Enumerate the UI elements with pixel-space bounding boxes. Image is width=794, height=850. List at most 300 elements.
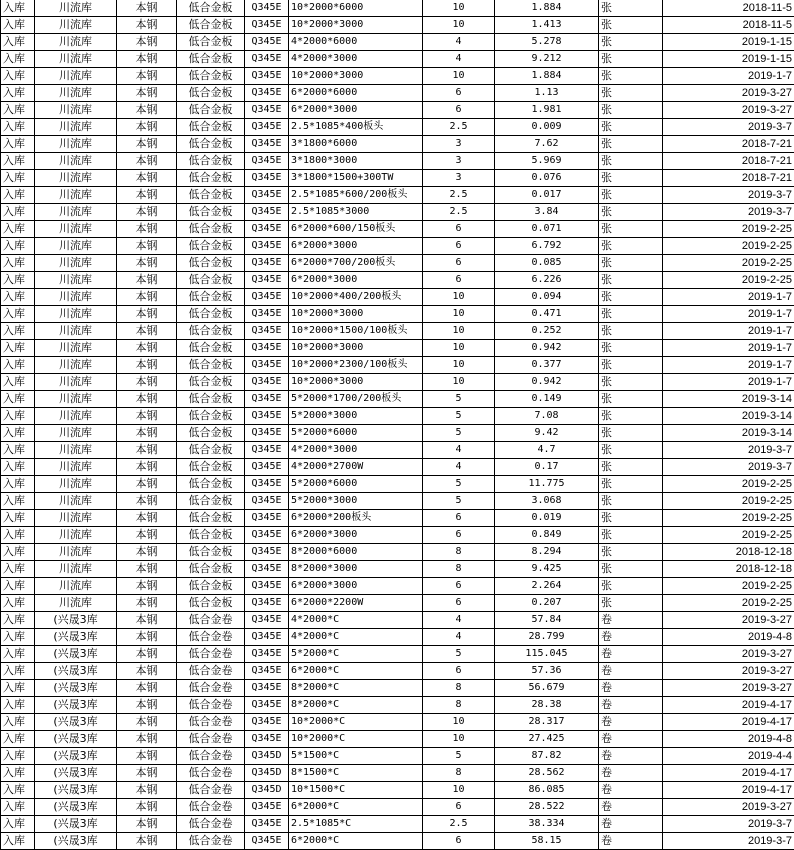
cell-thickness[interactable]: 6 [423,221,495,238]
cell-thickness[interactable]: 2.5 [423,119,495,136]
cell-factory[interactable]: 本钢 [117,476,177,493]
cell-type[interactable]: 入库 [1,357,35,374]
cell-spec[interactable]: 3*1800*3000 [289,153,423,170]
cell-warehouse[interactable]: 川流库 [35,391,117,408]
cell-grade[interactable]: Q345E [245,289,289,306]
cell-weight[interactable]: 28.799 [495,629,599,646]
cell-type[interactable]: 入库 [1,289,35,306]
cell-warehouse[interactable]: (兴晟3库 [35,663,117,680]
cell-date[interactable]: 2019-3-27 [663,612,794,629]
cell-warehouse[interactable]: 川流库 [35,357,117,374]
cell-spec[interactable]: 10*2000*6000 [289,0,423,17]
cell-grade[interactable]: Q345E [245,442,289,459]
cell-type[interactable]: 入库 [1,238,35,255]
cell-grade[interactable]: Q345E [245,272,289,289]
cell-thickness[interactable]: 5 [423,425,495,442]
cell-type[interactable]: 入库 [1,833,35,850]
cell-grade[interactable]: Q345E [245,544,289,561]
cell-weight[interactable]: 3.84 [495,204,599,221]
cell-product-name[interactable]: 低合金板 [177,306,245,323]
cell-grade[interactable]: Q345E [245,663,289,680]
cell-warehouse[interactable]: 川流库 [35,374,117,391]
cell-warehouse[interactable]: 川流库 [35,0,117,17]
cell-weight[interactable]: 0.377 [495,357,599,374]
cell-factory[interactable]: 本钢 [117,17,177,34]
cell-date[interactable]: 2019-3-27 [663,85,794,102]
cell-unit[interactable]: 卷 [599,799,663,816]
cell-grade[interactable]: Q345E [245,170,289,187]
cell-factory[interactable]: 本钢 [117,374,177,391]
cell-unit[interactable]: 张 [599,442,663,459]
cell-thickness[interactable]: 10 [423,0,495,17]
cell-date[interactable]: 2019-3-27 [663,646,794,663]
cell-warehouse[interactable]: 川流库 [35,102,117,119]
cell-product-name[interactable]: 低合金板 [177,68,245,85]
cell-type[interactable]: 入库 [1,799,35,816]
cell-grade[interactable]: Q345E [245,17,289,34]
cell-spec[interactable]: 10*2000*3000 [289,68,423,85]
cell-unit[interactable]: 张 [599,272,663,289]
cell-type[interactable]: 入库 [1,612,35,629]
cell-type[interactable]: 入库 [1,646,35,663]
cell-grade[interactable]: Q345E [245,102,289,119]
cell-spec[interactable]: 4*2000*C [289,629,423,646]
cell-type[interactable]: 入库 [1,748,35,765]
cell-weight[interactable]: 0.252 [495,323,599,340]
cell-type[interactable]: 入库 [1,221,35,238]
cell-weight[interactable]: 4.7 [495,442,599,459]
cell-warehouse[interactable]: 川流库 [35,527,117,544]
cell-factory[interactable]: 本钢 [117,612,177,629]
cell-grade[interactable]: Q345E [245,799,289,816]
cell-factory[interactable]: 本钢 [117,323,177,340]
cell-thickness[interactable]: 2.5 [423,204,495,221]
cell-date[interactable]: 2019-2-25 [663,527,794,544]
cell-spec[interactable]: 6*2000*C [289,663,423,680]
cell-product-name[interactable]: 低合金卷 [177,697,245,714]
cell-grade[interactable]: Q345E [245,238,289,255]
cell-weight[interactable]: 1.413 [495,17,599,34]
cell-grade[interactable]: Q345E [245,51,289,68]
cell-product-name[interactable]: 低合金板 [177,527,245,544]
cell-unit[interactable]: 张 [599,255,663,272]
cell-warehouse[interactable]: 川流库 [35,17,117,34]
cell-factory[interactable]: 本钢 [117,493,177,510]
cell-date[interactable]: 2019-2-25 [663,510,794,527]
cell-weight[interactable]: 1.884 [495,0,599,17]
cell-weight[interactable]: 28.317 [495,714,599,731]
cell-product-name[interactable]: 低合金板 [177,357,245,374]
cell-thickness[interactable]: 5 [423,391,495,408]
cell-date[interactable]: 2019-3-7 [663,442,794,459]
cell-date[interactable]: 2019-2-25 [663,221,794,238]
cell-factory[interactable]: 本钢 [117,799,177,816]
cell-warehouse[interactable]: 川流库 [35,153,117,170]
cell-spec[interactable]: 10*2000*C [289,714,423,731]
cell-thickness[interactable]: 5 [423,646,495,663]
cell-factory[interactable]: 本钢 [117,238,177,255]
cell-product-name[interactable]: 低合金板 [177,595,245,612]
cell-type[interactable]: 入库 [1,442,35,459]
cell-grade[interactable]: Q345E [245,34,289,51]
cell-unit[interactable]: 张 [599,510,663,527]
cell-factory[interactable]: 本钢 [117,221,177,238]
cell-type[interactable]: 入库 [1,136,35,153]
cell-product-name[interactable]: 低合金卷 [177,799,245,816]
cell-spec[interactable]: 4*2000*3000 [289,51,423,68]
cell-factory[interactable]: 本钢 [117,697,177,714]
cell-product-name[interactable]: 低合金板 [177,51,245,68]
cell-grade[interactable]: Q345E [245,391,289,408]
cell-grade[interactable]: Q345E [245,306,289,323]
cell-type[interactable]: 入库 [1,153,35,170]
cell-type[interactable]: 入库 [1,34,35,51]
cell-date[interactable]: 2018-11-5 [663,0,794,17]
cell-date[interactable]: 2019-3-7 [663,187,794,204]
cell-weight[interactable]: 7.62 [495,136,599,153]
cell-weight[interactable]: 0.471 [495,306,599,323]
cell-grade[interactable]: Q345E [245,714,289,731]
cell-type[interactable]: 入库 [1,340,35,357]
cell-grade[interactable]: Q345E [245,340,289,357]
cell-date[interactable]: 2019-2-25 [663,238,794,255]
cell-unit[interactable]: 张 [599,595,663,612]
cell-factory[interactable]: 本钢 [117,34,177,51]
cell-unit[interactable]: 卷 [599,697,663,714]
cell-grade[interactable]: Q345E [245,255,289,272]
cell-unit[interactable]: 卷 [599,731,663,748]
cell-weight[interactable]: 0.094 [495,289,599,306]
cell-thickness[interactable]: 10 [423,289,495,306]
cell-date[interactable]: 2019-2-25 [663,578,794,595]
cell-factory[interactable]: 本钢 [117,833,177,850]
cell-spec[interactable]: 3*1800*6000 [289,136,423,153]
cell-spec[interactable]: 6*2000*3000 [289,238,423,255]
cell-spec[interactable]: 8*2000*6000 [289,544,423,561]
cell-warehouse[interactable]: 川流库 [35,510,117,527]
cell-factory[interactable]: 本钢 [117,102,177,119]
cell-product-name[interactable]: 低合金板 [177,442,245,459]
cell-weight[interactable]: 57.84 [495,612,599,629]
cell-date[interactable]: 2019-4-8 [663,629,794,646]
cell-product-name[interactable]: 低合金卷 [177,816,245,833]
cell-thickness[interactable]: 2.5 [423,187,495,204]
cell-thickness[interactable]: 5 [423,408,495,425]
cell-unit[interactable]: 张 [599,119,663,136]
cell-warehouse[interactable]: 川流库 [35,272,117,289]
cell-weight[interactable]: 0.849 [495,527,599,544]
cell-weight[interactable]: 7.08 [495,408,599,425]
cell-date[interactable]: 2019-1-7 [663,340,794,357]
cell-spec[interactable]: 6*2000*C [289,799,423,816]
cell-type[interactable]: 入库 [1,272,35,289]
cell-unit[interactable]: 张 [599,306,663,323]
cell-product-name[interactable]: 低合金板 [177,187,245,204]
cell-grade[interactable]: Q345D [245,782,289,799]
cell-product-name[interactable]: 低合金板 [177,493,245,510]
cell-unit[interactable]: 卷 [599,782,663,799]
cell-warehouse[interactable]: 川流库 [35,255,117,272]
cell-type[interactable]: 入库 [1,527,35,544]
cell-unit[interactable]: 张 [599,68,663,85]
cell-grade[interactable]: Q345D [245,748,289,765]
cell-factory[interactable]: 本钢 [117,544,177,561]
cell-product-name[interactable]: 低合金卷 [177,612,245,629]
cell-thickness[interactable]: 4 [423,629,495,646]
cell-weight[interactable]: 27.425 [495,731,599,748]
cell-type[interactable]: 入库 [1,765,35,782]
cell-thickness[interactable]: 10 [423,374,495,391]
cell-factory[interactable]: 本钢 [117,595,177,612]
cell-thickness[interactable]: 3 [423,170,495,187]
cell-warehouse[interactable]: (兴晟3库 [35,765,117,782]
cell-type[interactable]: 入库 [1,323,35,340]
cell-product-name[interactable]: 低合金卷 [177,680,245,697]
cell-thickness[interactable]: 8 [423,680,495,697]
cell-product-name[interactable]: 低合金板 [177,17,245,34]
cell-type[interactable]: 入库 [1,425,35,442]
cell-weight[interactable]: 57.36 [495,663,599,680]
cell-unit[interactable]: 卷 [599,680,663,697]
cell-product-name[interactable]: 低合金板 [177,374,245,391]
cell-type[interactable]: 入库 [1,408,35,425]
cell-thickness[interactable]: 5 [423,493,495,510]
cell-warehouse[interactable]: 川流库 [35,408,117,425]
cell-unit[interactable]: 张 [599,459,663,476]
cell-warehouse[interactable]: 川流库 [35,136,117,153]
cell-factory[interactable]: 本钢 [117,306,177,323]
cell-product-name[interactable]: 低合金板 [177,153,245,170]
cell-type[interactable]: 入库 [1,476,35,493]
cell-grade[interactable]: Q345E [245,459,289,476]
cell-warehouse[interactable]: (兴晟3库 [35,748,117,765]
cell-warehouse[interactable]: 川流库 [35,323,117,340]
cell-date[interactable]: 2019-1-7 [663,374,794,391]
cell-grade[interactable]: Q345E [245,153,289,170]
cell-weight[interactable]: 9.212 [495,51,599,68]
cell-warehouse[interactable]: 川流库 [35,238,117,255]
cell-warehouse[interactable]: 川流库 [35,204,117,221]
cell-grade[interactable]: Q345E [245,187,289,204]
cell-thickness[interactable]: 8 [423,561,495,578]
cell-thickness[interactable]: 4 [423,442,495,459]
cell-weight[interactable]: 28.522 [495,799,599,816]
cell-date[interactable]: 2019-2-25 [663,476,794,493]
cell-unit[interactable]: 张 [599,527,663,544]
cell-date[interactable]: 2019-2-25 [663,272,794,289]
cell-date[interactable]: 2019-3-7 [663,816,794,833]
cell-type[interactable]: 入库 [1,714,35,731]
cell-type[interactable]: 入库 [1,119,35,136]
cell-date[interactable]: 2019-1-7 [663,357,794,374]
cell-spec[interactable]: 6*2000*200板头 [289,510,423,527]
cell-factory[interactable]: 本钢 [117,255,177,272]
cell-spec[interactable]: 10*1500*C [289,782,423,799]
cell-factory[interactable]: 本钢 [117,340,177,357]
cell-date[interactable]: 2018-7-21 [663,170,794,187]
cell-grade[interactable]: Q345E [245,578,289,595]
cell-thickness[interactable]: 4 [423,34,495,51]
cell-weight[interactable]: 87.82 [495,748,599,765]
cell-date[interactable]: 2019-1-7 [663,306,794,323]
cell-spec[interactable]: 4*2000*3000 [289,442,423,459]
cell-weight[interactable]: 9.425 [495,561,599,578]
cell-factory[interactable]: 本钢 [117,748,177,765]
cell-product-name[interactable]: 低合金板 [177,510,245,527]
cell-thickness[interactable]: 6 [423,255,495,272]
cell-grade[interactable]: Q345E [245,731,289,748]
cell-product-name[interactable]: 低合金板 [177,425,245,442]
cell-product-name[interactable]: 低合金卷 [177,714,245,731]
cell-date[interactable]: 2019-3-27 [663,102,794,119]
cell-unit[interactable]: 张 [599,374,663,391]
cell-date[interactable]: 2019-4-17 [663,697,794,714]
cell-type[interactable]: 入库 [1,85,35,102]
cell-warehouse[interactable]: 川流库 [35,544,117,561]
cell-product-name[interactable]: 低合金板 [177,0,245,17]
cell-weight[interactable]: 6.226 [495,272,599,289]
cell-factory[interactable]: 本钢 [117,646,177,663]
cell-factory[interactable]: 本钢 [117,459,177,476]
cell-spec[interactable]: 6*2000*2200W [289,595,423,612]
cell-spec[interactable]: 8*2000*3000 [289,561,423,578]
cell-weight[interactable]: 5.278 [495,34,599,51]
cell-spec[interactable]: 8*2000*C [289,680,423,697]
cell-spec[interactable]: 10*2000*3000 [289,306,423,323]
cell-type[interactable]: 入库 [1,306,35,323]
cell-factory[interactable]: 本钢 [117,408,177,425]
cell-grade[interactable]: Q345E [245,561,289,578]
cell-factory[interactable]: 本钢 [117,527,177,544]
cell-date[interactable]: 2018-11-5 [663,17,794,34]
cell-product-name[interactable]: 低合金板 [177,340,245,357]
cell-warehouse[interactable]: 川流库 [35,561,117,578]
cell-spec[interactable]: 5*2000*6000 [289,476,423,493]
cell-unit[interactable]: 卷 [599,748,663,765]
cell-product-name[interactable]: 低合金板 [177,34,245,51]
cell-type[interactable]: 入库 [1,391,35,408]
cell-product-name[interactable]: 低合金板 [177,272,245,289]
cell-weight[interactable]: 0.149 [495,391,599,408]
cell-factory[interactable]: 本钢 [117,170,177,187]
cell-thickness[interactable]: 10 [423,782,495,799]
cell-product-name[interactable]: 低合金板 [177,544,245,561]
cell-spec[interactable]: 4*2000*2700W [289,459,423,476]
cell-thickness[interactable]: 6 [423,578,495,595]
cell-thickness[interactable]: 2.5 [423,816,495,833]
cell-date[interactable]: 2019-3-7 [663,833,794,850]
cell-grade[interactable]: Q345E [245,595,289,612]
cell-spec[interactable]: 10*2000*1500/100板头 [289,323,423,340]
cell-unit[interactable]: 张 [599,170,663,187]
cell-unit[interactable]: 张 [599,0,663,17]
cell-factory[interactable]: 本钢 [117,714,177,731]
cell-type[interactable]: 入库 [1,731,35,748]
cell-factory[interactable]: 本钢 [117,578,177,595]
cell-unit[interactable]: 卷 [599,714,663,731]
cell-date[interactable]: 2019-4-8 [663,731,794,748]
cell-weight[interactable]: 1.981 [495,102,599,119]
cell-weight[interactable]: 11.775 [495,476,599,493]
cell-unit[interactable]: 张 [599,425,663,442]
cell-grade[interactable]: Q345D [245,765,289,782]
cell-type[interactable]: 入库 [1,0,35,17]
cell-product-name[interactable]: 低合金卷 [177,663,245,680]
cell-factory[interactable]: 本钢 [117,0,177,17]
cell-weight[interactable]: 58.15 [495,833,599,850]
cell-spec[interactable]: 6*2000*3000 [289,578,423,595]
cell-factory[interactable]: 本钢 [117,425,177,442]
cell-date[interactable]: 2019-1-15 [663,34,794,51]
cell-thickness[interactable]: 6 [423,510,495,527]
cell-unit[interactable]: 张 [599,204,663,221]
cell-date[interactable]: 2019-4-4 [663,748,794,765]
cell-product-name[interactable]: 低合金卷 [177,765,245,782]
cell-grade[interactable]: Q345E [245,374,289,391]
cell-factory[interactable]: 本钢 [117,765,177,782]
cell-factory[interactable]: 本钢 [117,442,177,459]
cell-thickness[interactable]: 6 [423,833,495,850]
cell-thickness[interactable]: 4 [423,51,495,68]
cell-unit[interactable]: 张 [599,153,663,170]
cell-product-name[interactable]: 低合金板 [177,204,245,221]
cell-weight[interactable]: 0.207 [495,595,599,612]
cell-thickness[interactable]: 6 [423,85,495,102]
cell-spec[interactable]: 4*2000*C [289,612,423,629]
cell-date[interactable]: 2019-4-17 [663,765,794,782]
cell-thickness[interactable]: 4 [423,612,495,629]
cell-date[interactable]: 2019-3-14 [663,391,794,408]
cell-unit[interactable]: 张 [599,578,663,595]
cell-thickness[interactable]: 3 [423,136,495,153]
cell-factory[interactable]: 本钢 [117,816,177,833]
cell-unit[interactable]: 张 [599,187,663,204]
cell-unit[interactable]: 张 [599,408,663,425]
cell-warehouse[interactable]: 川流库 [35,578,117,595]
cell-product-name[interactable]: 低合金卷 [177,731,245,748]
cell-weight[interactable]: 86.085 [495,782,599,799]
cell-date[interactable]: 2019-2-25 [663,255,794,272]
cell-grade[interactable]: Q345E [245,680,289,697]
cell-factory[interactable]: 本钢 [117,51,177,68]
cell-warehouse[interactable]: (兴晟3库 [35,646,117,663]
cell-product-name[interactable]: 低合金板 [177,170,245,187]
cell-unit[interactable]: 卷 [599,816,663,833]
cell-thickness[interactable]: 6 [423,238,495,255]
cell-factory[interactable]: 本钢 [117,561,177,578]
cell-type[interactable]: 入库 [1,68,35,85]
cell-warehouse[interactable]: 川流库 [35,425,117,442]
cell-factory[interactable]: 本钢 [117,187,177,204]
cell-spec[interactable]: 5*2000*1700/200板头 [289,391,423,408]
cell-spec[interactable]: 6*2000*6000 [289,85,423,102]
cell-spec[interactable]: 5*1500*C [289,748,423,765]
cell-product-name[interactable]: 低合金板 [177,561,245,578]
cell-product-name[interactable]: 低合金板 [177,136,245,153]
cell-grade[interactable]: Q345E [245,357,289,374]
cell-weight[interactable]: 2.264 [495,578,599,595]
cell-grade[interactable]: Q345E [245,119,289,136]
cell-thickness[interactable]: 10 [423,17,495,34]
cell-weight[interactable]: 0.085 [495,255,599,272]
cell-unit[interactable]: 张 [599,136,663,153]
cell-grade[interactable]: Q345E [245,833,289,850]
cell-type[interactable]: 入库 [1,782,35,799]
cell-type[interactable]: 入库 [1,544,35,561]
cell-spec[interactable]: 8*2000*C [289,697,423,714]
cell-factory[interactable]: 本钢 [117,136,177,153]
cell-warehouse[interactable]: (兴晟3库 [35,714,117,731]
